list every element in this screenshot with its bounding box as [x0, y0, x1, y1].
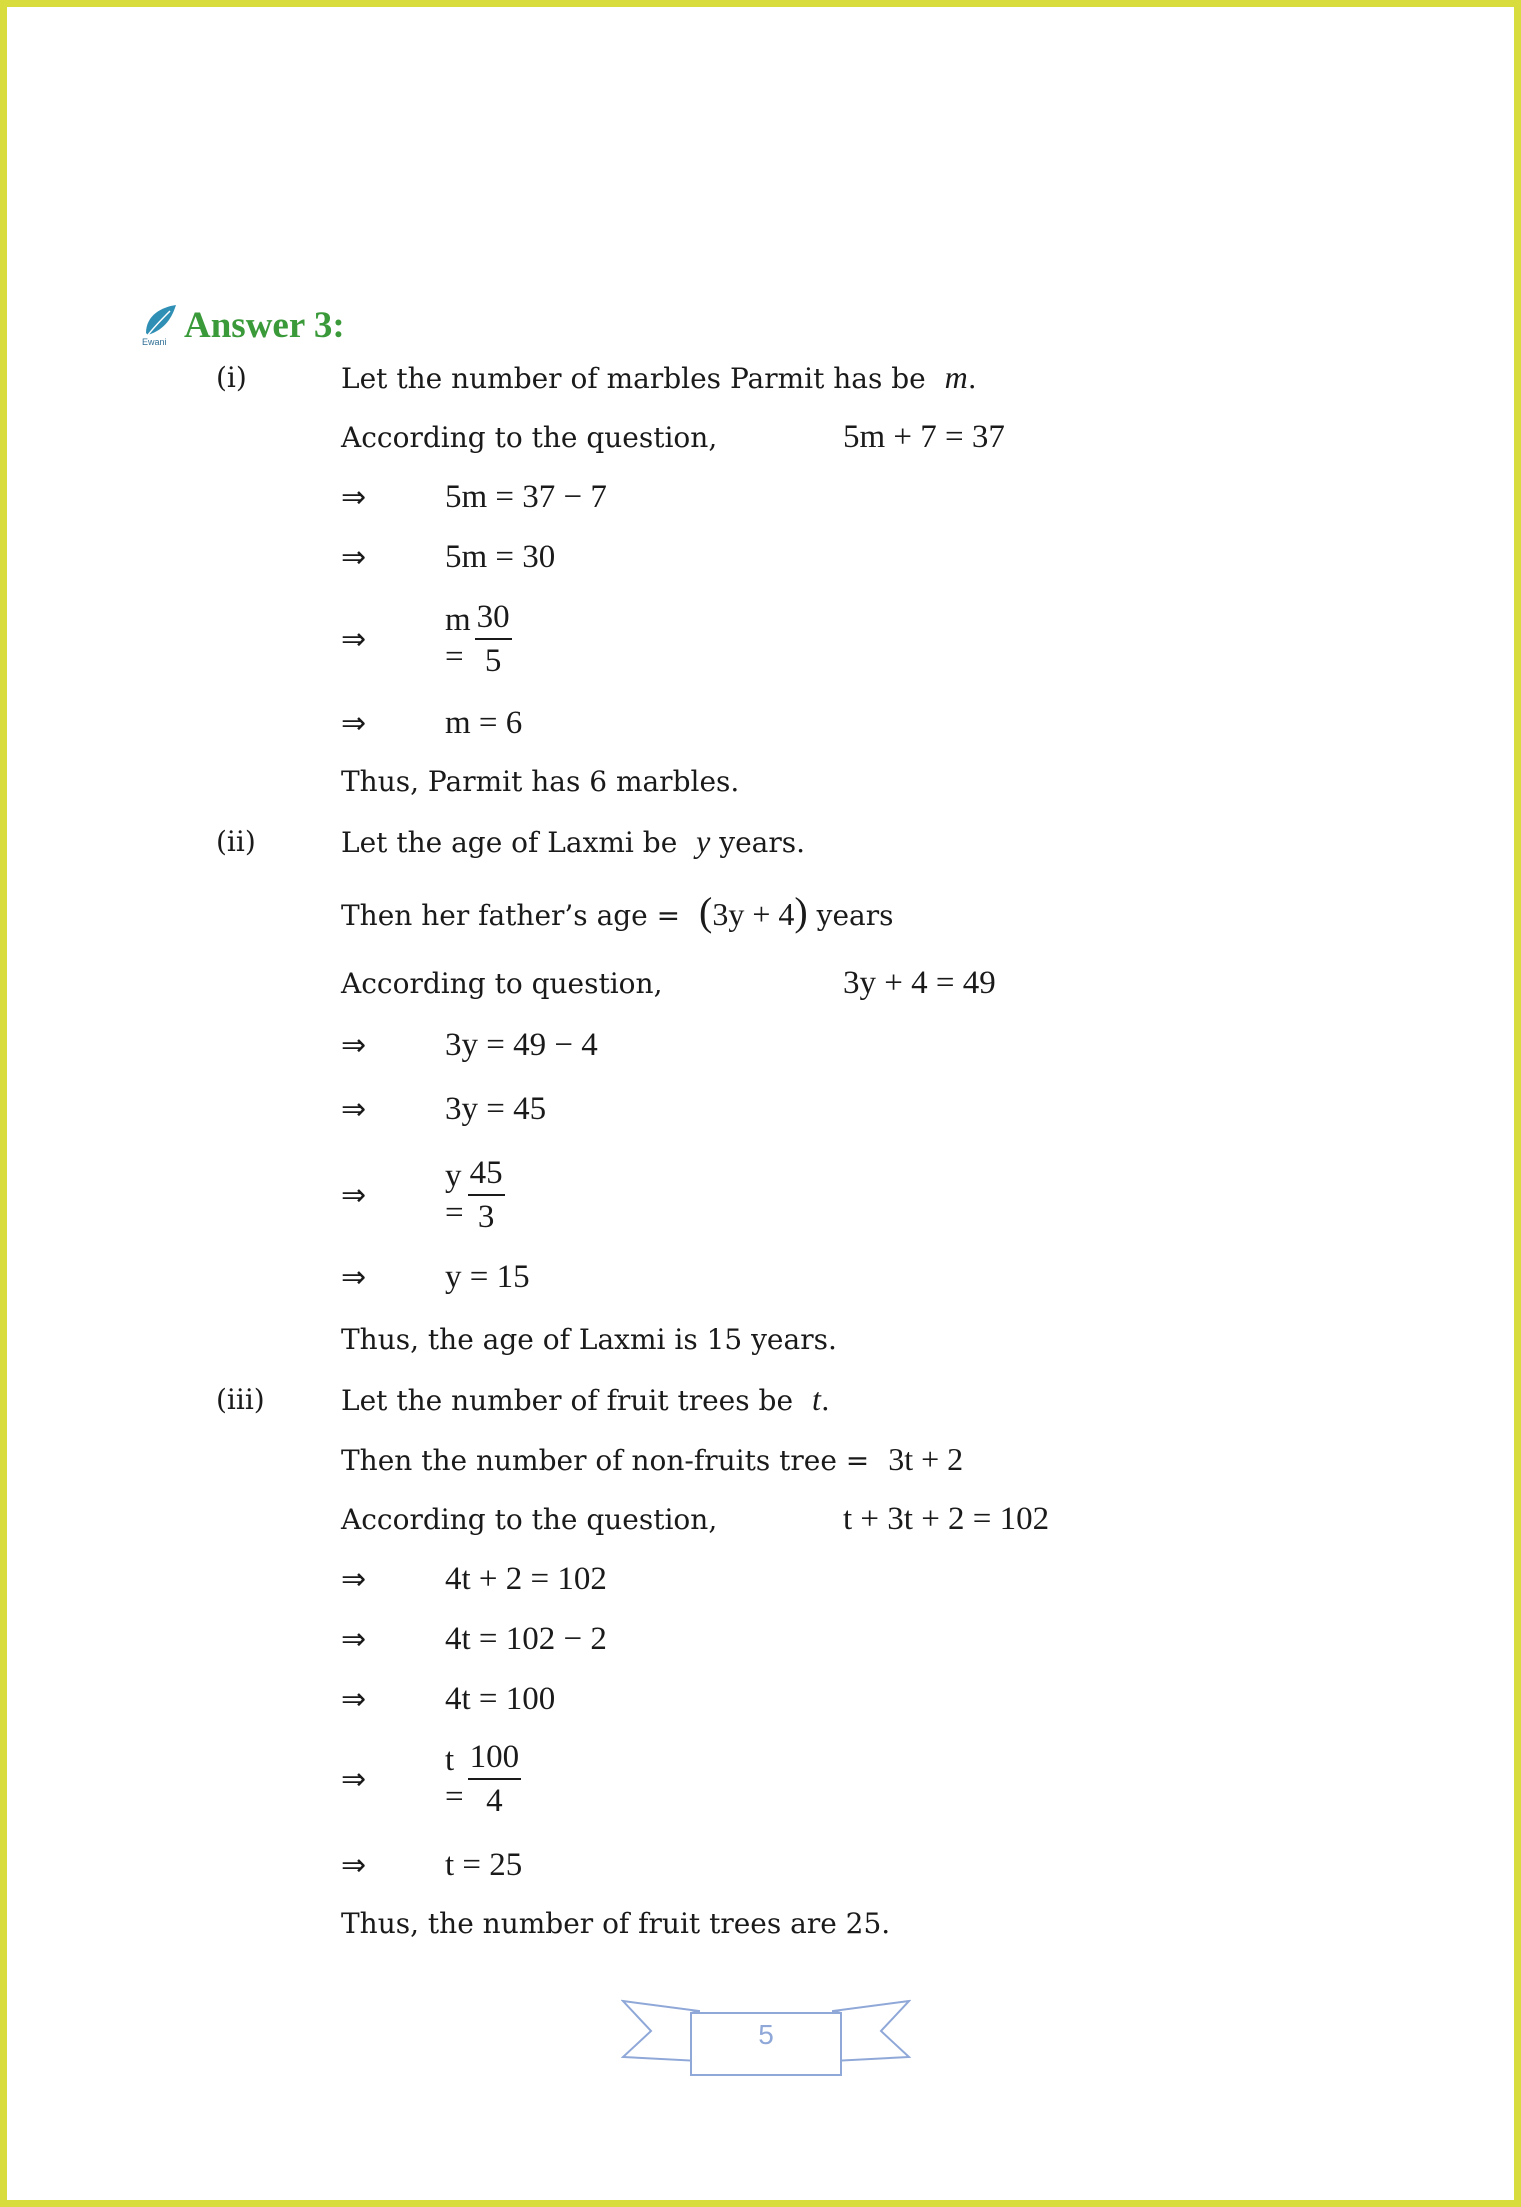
implies-icon: ⇒	[341, 1177, 367, 1213]
part-ii-step-1-math: 3y = 49 − 4	[445, 1026, 598, 1063]
part-i-frac-lhs: m =	[445, 602, 471, 675]
part-ii-intro: Let the age of Laxmi be	[341, 825, 678, 859]
part-i-equation: 5m + 7 = 37	[843, 418, 1005, 455]
part-i-intro-end: .	[967, 361, 977, 395]
part-i-fraction	[475, 599, 512, 680]
part-ii-frac-numerator: 45	[468, 1155, 505, 1196]
part-iii-intro-end: .	[820, 1383, 830, 1417]
part-ii-step-4-math: y = 15	[445, 1258, 530, 1295]
part-i-step-2-math: 5m = 30	[445, 538, 556, 575]
part-iii-according: According to the question,	[341, 1502, 718, 1536]
part-i-label: (i)	[216, 360, 247, 394]
implies-icon: ⇒	[341, 621, 367, 657]
part-i-frac-numerator: 30	[475, 599, 512, 640]
document-page: Ewani Answer 3: (i) Let the number of marbles Parmit has be m. According to the question, 5m + 7 = 37 ⇒ 5m = 37 − 7 ⇒ 5m = 30 ⇒ m = $\frac{30}{5}$ ⇒ m = 6 Thus, Parmit has 6 marbles. (ii) Let the age of Laxmi be y years. Then her father’s age = (3y + 4) years According to question, 3y + 4 = 49 ⇒ 3y = 49 − 4 ⇒ 3y = 45 ⇒ y = $\frac{45}{3}$ ⇒ y = 15 Thus, the age of Laxmi is 15 years. (iii) Let the number of fruit trees be t. Then the number of non-fruits tree = 3t + 2 According to the question, t + 3t + 2 = 102 ⇒ 4t + 2 = 102 ⇒ 4t = 102 − 2 ⇒ 4t = 100 ⇒ t = $\frac{100}{4}$ ⇒ t = 25 Thus, the number of fruit trees are 25. 5	[0, 0, 1521, 2207]
part-iii-frac-numerator: 100	[468, 1739, 522, 1780]
svg-text:Ewani: Ewani	[142, 337, 167, 347]
implies-icon: ⇒	[341, 1091, 367, 1127]
implies-icon: ⇒	[341, 705, 367, 741]
part-iii-step-1-math: 4t + 2 = 102	[445, 1560, 607, 1597]
leaf-logo-icon	[140, 303, 180, 347]
part-ii-fraction	[468, 1155, 505, 1236]
implies-icon: ⇒	[341, 1681, 367, 1717]
implies-icon: ⇒	[341, 1259, 367, 1295]
part-i-variable: m	[944, 358, 968, 395]
page-number: 5	[758, 2019, 774, 2050]
part-i-step-4-math: m = 6	[445, 704, 523, 741]
part-iii-label: (iii)	[216, 1382, 265, 1416]
part-i-step-1-math: 5m = 37 − 7	[445, 478, 607, 515]
part-iii-step-3-math: 4t = 100	[445, 1680, 556, 1717]
implies-icon: ⇒	[341, 1027, 367, 1063]
implies-icon: ⇒	[341, 539, 367, 575]
answer-heading	[140, 303, 345, 347]
part-iii-step-5-math: t = 25	[445, 1846, 523, 1883]
part-ii-frac-denominator: 3	[477, 1199, 495, 1235]
part-ii-step-2-math: 3y = 45	[445, 1090, 547, 1127]
implies-icon: ⇒	[341, 1621, 367, 1657]
part-iii-variable: t	[811, 1380, 821, 1417]
part-ii-conclusion: Thus, the age of Laxmi is 15 years.	[341, 1322, 837, 1356]
part-iii-nonfruit-expr: 3t + 2	[888, 1440, 964, 1477]
part-iii-step-2-math: 4t = 102 − 2	[445, 1620, 607, 1657]
implies-icon: ⇒	[341, 1847, 367, 1883]
part-ii-equation: 3y + 4 = 49	[843, 964, 996, 1001]
part-i-intro: Let the number of marbles Parmit has be	[341, 361, 926, 395]
part-i-conclusion: Thus, Parmit has 6 marbles.	[341, 764, 740, 798]
part-iii-conclusion: Thus, the number of fruit trees are 25.	[341, 1906, 891, 1940]
part-ii-according: According to question,	[341, 966, 663, 1000]
part-iii-frac-lhs: t =	[445, 1742, 464, 1815]
part-ii-variable: y	[696, 822, 711, 859]
part-i-according: According to the question,	[341, 420, 718, 454]
implies-icon: ⇒	[341, 479, 367, 515]
part-iii-nonfruit-pre: Then the number of non-fruits tree =	[341, 1443, 870, 1477]
answer-title: Answer 3:	[184, 304, 345, 346]
page-number-ribbon	[621, 1997, 911, 2081]
part-ii-intro-end: years.	[719, 825, 806, 859]
implies-icon: ⇒	[341, 1761, 367, 1797]
part-iii-frac-denominator: 4	[486, 1783, 503, 1819]
part-iii-intro: Let the number of fruit trees be	[341, 1383, 794, 1417]
part-i-frac-denominator: 5	[484, 643, 502, 679]
part-ii-label: (ii)	[216, 824, 256, 858]
part-ii-father-pre: Then her father’s age =	[341, 898, 681, 932]
part-iii-equation: t + 3t + 2 = 102	[843, 1500, 1050, 1537]
part-ii-father-expr: 3y + 4	[712, 895, 795, 932]
part-iii-fraction	[468, 1739, 522, 1820]
part-ii-frac-lhs: y =	[445, 1158, 464, 1231]
implies-icon: ⇒	[341, 1561, 367, 1597]
part-ii-father-post: years	[816, 898, 894, 932]
